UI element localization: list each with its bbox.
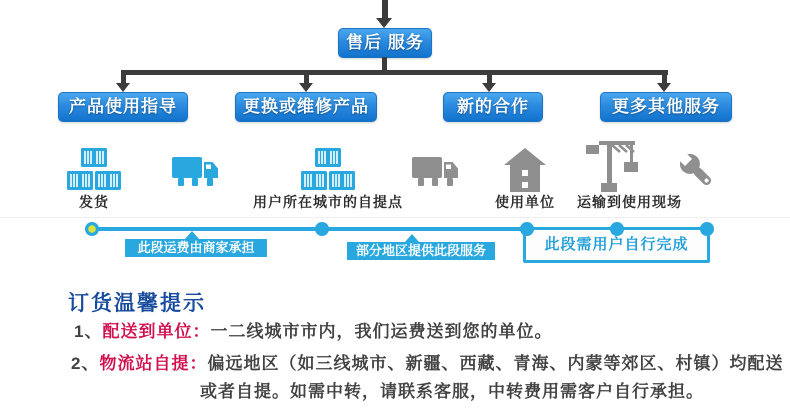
timeline-dot [315,222,329,236]
pointer-up-icon [185,231,199,239]
note-label-delivery: 配送到单位： [102,322,211,341]
truck-icon [172,155,218,194]
segment-label: 部分地区提供此段服务 [355,243,486,258]
timeline-dot [520,222,534,236]
note-item-2 [71,349,783,374]
arrow-down-icon [299,83,313,92]
arrow-down-icon [657,83,671,92]
station-label-pickup-point: 用户所在城市的自提点 [253,194,403,210]
branch-new-cooperation: 新的合作 [443,92,543,122]
timeline-dot [610,222,624,236]
connector-line [121,70,126,84]
connector-rail [123,70,668,75]
connector-line [382,0,388,19]
timeline-dot [700,222,714,236]
station-label-dispatch: 发货 [79,194,109,210]
note-number: 2、 [71,354,100,373]
house-icon [504,148,546,197]
note-item-1 [74,317,552,342]
note-number: 1、 [74,322,103,341]
station-label-transport-to-site: 运输到使用现场 [577,194,682,210]
section-divider [0,217,790,218]
arrow-down-icon [116,83,130,92]
connector-line [487,70,492,84]
tower-crane-icon [586,140,646,197]
note-text: 偏远地区（如三线城市、新疆、西藏、青海、内蒙等郊区、村镇）均配送 [207,354,784,373]
branch-replace-repair: 更换或维修产品 [235,92,377,122]
container-stack-icon [66,147,122,198]
note-item-2-continued: 或者自提。如需中转，请联系客服，中转费用需客户自行承担。 [200,382,704,401]
note-label-self-pickup: 物流站自提： [99,354,208,373]
truck-icon [412,155,458,194]
arrow-down-icon [376,18,392,28]
connector-line [662,70,667,84]
segment-merchant-pays-freight [125,239,267,257]
container-stack-icon [300,147,356,198]
segment-partial-area-service [347,242,495,260]
station-label-using-unit: 使用单位 [495,194,555,210]
arrow-down-icon [482,83,496,92]
root-node-after-sales-service: 售后 服务 [338,28,432,58]
pointer-up-icon [405,234,419,242]
segment-user-self-complete: 此段需用户自行完成 [523,227,710,263]
timeline-dot [85,222,99,236]
branch-more-services: 更多其他服务 [600,92,732,122]
connector-line [304,70,309,84]
wrench-icon [674,149,720,198]
segment-label: 此段运费由商家承担 [137,240,255,255]
note-text: 一二线城市市内，我们运费送到您的单位。 [210,322,553,341]
branch-product-guidance: 产品使用指导 [58,92,188,122]
notes-heading: 订货温馨提示 [68,292,206,315]
